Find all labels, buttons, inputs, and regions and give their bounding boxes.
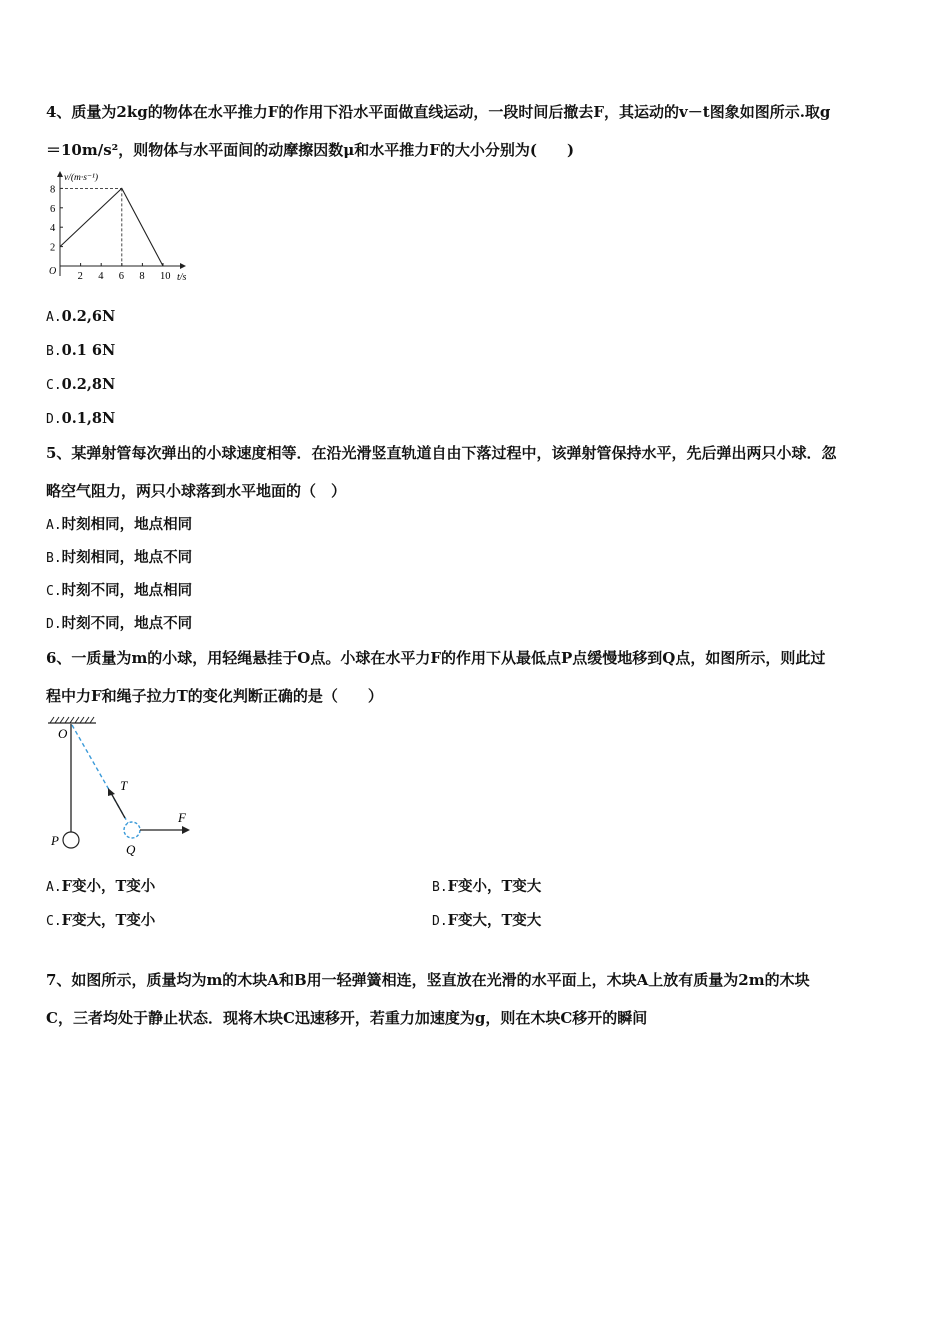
q6-stem-line1: 6、一质量为m的小球，用轻绳悬挂于O点。小球在水平力F的作用下从最低点P点缓慢地移到Q点，如图所示，则此过 <box>46 649 826 667</box>
chart-x-tick-label: 8 <box>139 271 145 282</box>
q4-option-b[interactable]: B.0.1 6N <box>46 342 116 359</box>
q5-stem-line1: 5、某弹射管每次弹出的小球速度相等．在沿光滑竖直轨道自由下落过程中，该弹射管保持水平，先后弹出两只小球．忽 <box>46 444 837 462</box>
ball-p <box>63 832 79 848</box>
arrow-f-head <box>182 826 190 834</box>
label-f: F <box>178 810 186 825</box>
arrow-t <box>111 793 125 818</box>
label-o: O <box>58 726 68 741</box>
q4-stem-line2: ＝10m/s²，则物体与水平面间的动摩擦因数μ和水平推力F的大小分别为( ) <box>46 141 575 159</box>
q5-option-c[interactable]: C.时刻不同，地点相同 <box>46 582 193 599</box>
q7-stem-line2: C，三者均处于静止状态．现将木块C迅速移开，若重力加速度为g，则在木块C移开的瞬间 <box>46 1009 648 1027</box>
q5-option-a[interactable]: A.时刻相同，地点相同 <box>46 516 193 533</box>
chart-x-tick-label: 4 <box>98 271 104 282</box>
arrow-t-head <box>108 788 115 796</box>
chart-x-tick-label: 2 <box>77 271 83 282</box>
q6-option-b[interactable]: B.F变小，T变大 <box>432 878 542 895</box>
q5-option-b[interactable]: B.时刻相同，地点不同 <box>46 549 193 566</box>
chart-x-tick-label: 6 <box>118 271 125 282</box>
chart-y-tick-label: 6 <box>50 203 56 215</box>
chart-x-tick-label: 10 <box>160 271 171 282</box>
label-t: T <box>120 778 128 793</box>
chart-ylabel: v/(m·s⁻¹) <box>64 173 98 183</box>
chart-xlabel: t/s <box>177 272 187 283</box>
q4-option-a[interactable]: A.0.2,6N <box>46 308 116 325</box>
chart-y-arrow <box>57 171 63 177</box>
q5-stem-line2: 略空气阻力，两只小球落到水平地面的（ ） <box>46 482 347 500</box>
chart-y-tick-label: 2 <box>50 242 56 254</box>
chart-x-arrow <box>180 263 186 269</box>
ball-q <box>124 822 140 838</box>
chart-series-line <box>60 188 163 266</box>
chart-origin: O <box>49 266 57 277</box>
label-q: Q <box>126 842 136 857</box>
q6-pendulum-figure <box>44 716 204 861</box>
q6-stem-line2: 程中力F和绳子拉力T的变化判断正确的是（ ） <box>46 687 383 705</box>
q5-option-d[interactable]: D.时刻不同，地点不同 <box>46 615 193 632</box>
ceiling-hatching <box>50 717 94 723</box>
q4-vt-chart <box>44 170 204 285</box>
label-p: P <box>51 833 59 848</box>
q4-option-c[interactable]: C.0.2,8N <box>46 376 116 393</box>
q6-option-a[interactable]: A.F变小，T变小 <box>46 878 156 895</box>
chart-y-tick-label: 4 <box>50 223 56 235</box>
chart-y-tick-label: 8 <box>50 184 56 196</box>
q6-option-d[interactable]: D.F变大，T变大 <box>432 912 542 929</box>
q7-stem-line1: 7、如图所示，质量均为m的木块A和B用一轻弹簧相连，竖直放在光滑的水平面上，木块A上放有质量为2m的木块 <box>46 971 810 989</box>
q6-option-c[interactable]: C.F变大，T变小 <box>46 912 156 929</box>
q4-stem-line1: 4、质量为2kg的物体在水平推力F的作用下沿水平面做直线运动，一段时间后撤去F，其运动的v－t图象如图所示.取g <box>46 103 831 121</box>
q4-option-d[interactable]: D.0.1,8N <box>46 410 116 427</box>
